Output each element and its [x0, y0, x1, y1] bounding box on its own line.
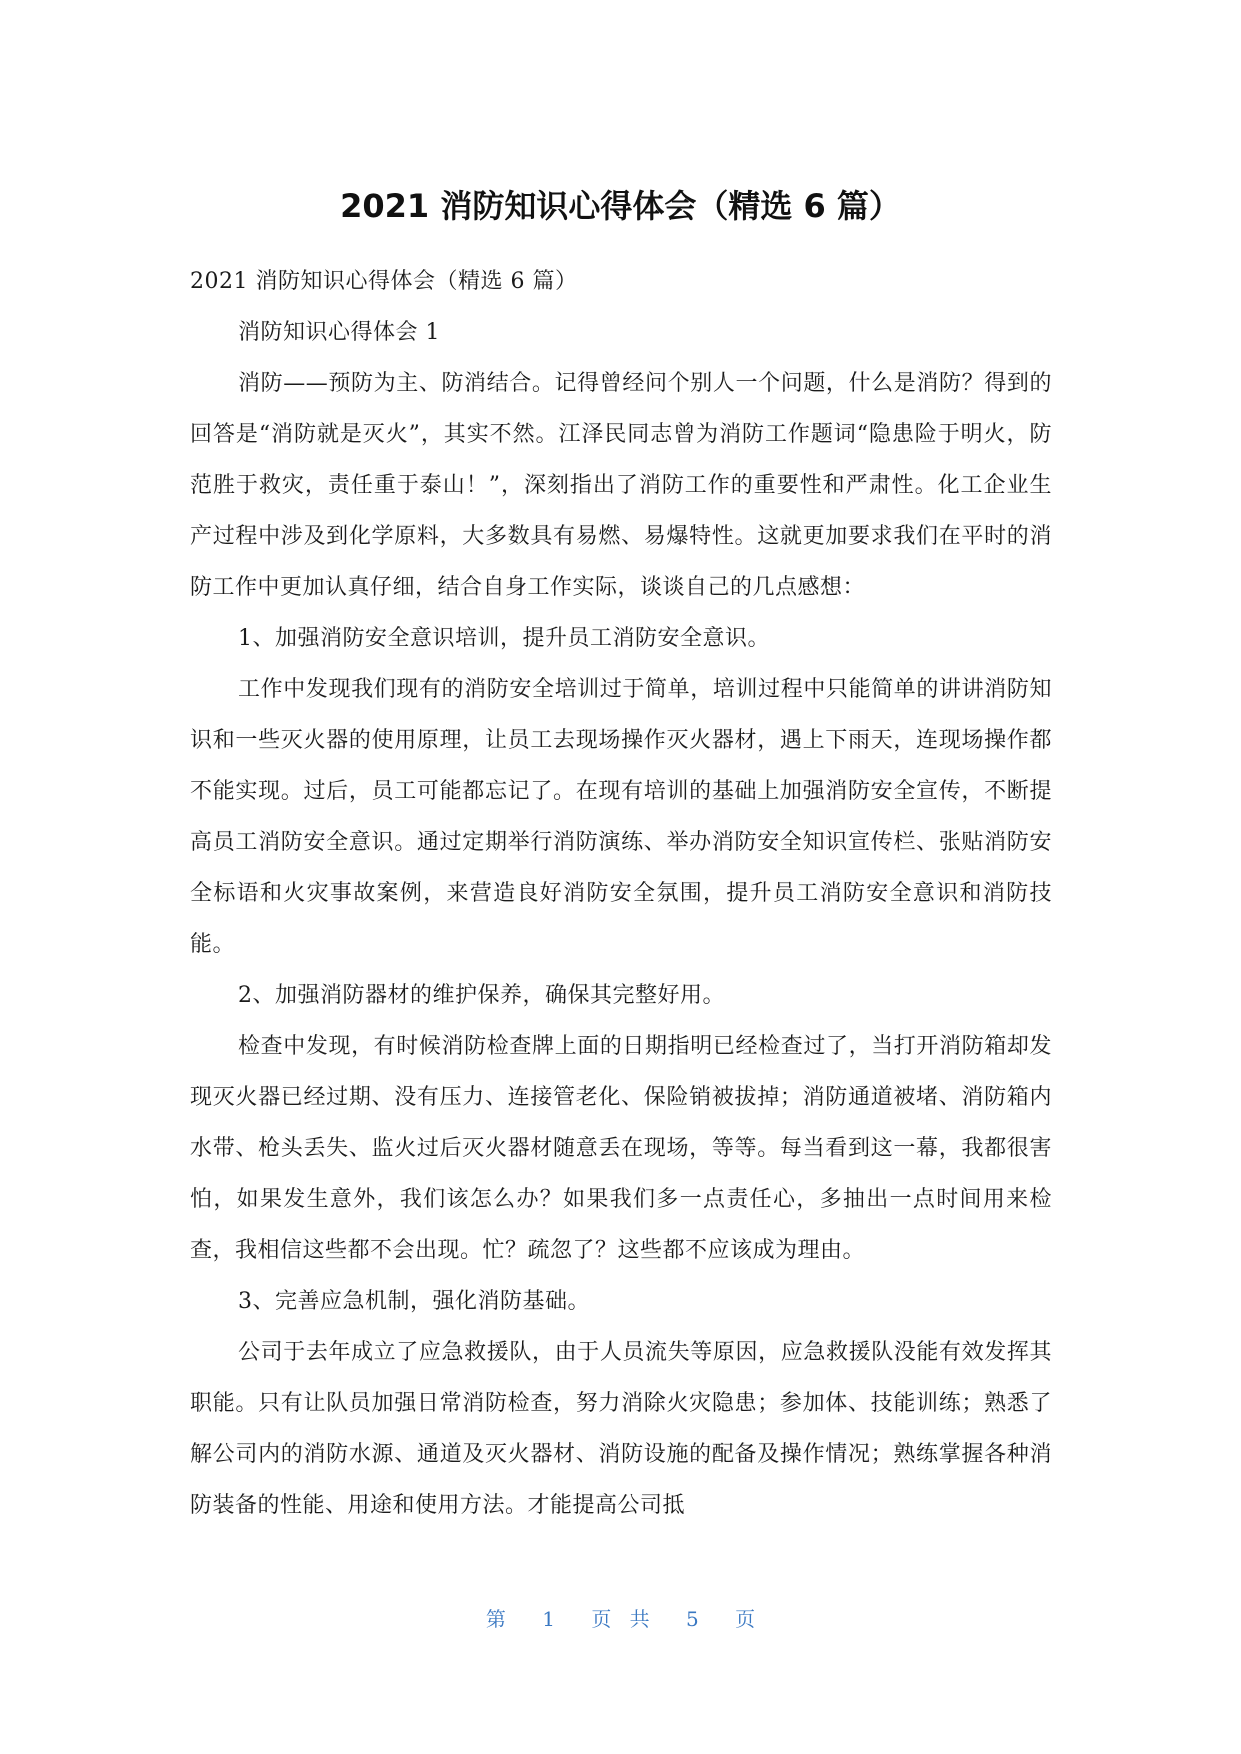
page-footer: [0, 1604, 1241, 1634]
point-2-heading: 2、加强消防器材的维护保养，确保其完整好用。: [238, 983, 725, 1008]
document-subtitle: 2021 消防知识心得体会（精选 6 篇）: [190, 269, 578, 294]
document-body: [190, 256, 1052, 1531]
point-2-body: 检查中发现，有时候消防检查牌上面的日期指明已经检查过了，当打开消防箱却发现灭火器已经过期、没有压力、连接管老化、保险销被拔掉；消防通道被堵、消防箱内水带、枪头丢失、监火过后灭火器材随意丢在现场，等等。每当看到这一幕，我都很害怕，如果发生意外，我们该怎么办？如果我们多一点责任心，多抽出一点时间用来检查，我相信这些都不会出现。忙？疏忽了？这些都不应该成为理由。: [190, 1034, 1052, 1263]
footer-label-page: 第: [485, 1607, 506, 1631]
footer-total-pages: 5: [686, 1607, 699, 1631]
point-1-body: 工作中发现我们现有的消防安全培训过于简单，培训过程中只能简单的讲讲消防知识和一些灭火器的使用原理，让员工去现场操作灭火器材，遇上下雨天，连现场操作都不能实现。过后，员工可能都忘记了。在现有培训的基础上加强消防安全宣传，不断提高员工消防安全意识。通过定期举行消防演练、举办消防安全知识宣传栏、张贴消防安全标语和火灾事故案例，来营造良好消防安全氛围，提升员工消防安全意识和消防技能。: [190, 677, 1052, 957]
point-1-heading: 1、加强消防安全意识培训，提升员工消防安全意识。: [238, 626, 770, 651]
paragraph-intro: 消防——预防为主、防消结合。记得曾经问个别人一个问题，什么是消防？得到的回答是“消防就是灭火”，其实不然。江泽民同志曾为消防工作题词“隐患险于明火，防范胜于救灾，责任重于泰山！”，深刻指出了消防工作的重要性和严肃性。化工企业生产过程中涉及到化学原料，大多数具有易燃、易爆特性。这就更加要求我们在平时的消防工作中更加认真仔细，结合自身工作实际，谈谈自己的几点感想：: [190, 371, 1052, 600]
document-title: 2021 消防知识心得体会（精选 6 篇）: [340, 187, 901, 225]
point-3-heading: 3、完善应急机制，强化消防基础。: [238, 1289, 590, 1314]
footer-current-page: 1: [542, 1607, 555, 1631]
footer-label-pages: 页: [735, 1607, 756, 1631]
section-heading: 消防知识心得体会 1: [238, 320, 440, 345]
point-3-body: 公司于去年成立了应急救援队，由于人员流失等原因，应急救援队没能有效发挥其职能。只有让队员加强日常消防检查，努力消除火灾隐患；参加体、技能训练；熟悉了解公司内的消防水源、通道及灭火器材、消防设施的配备及操作情况；熟练掌握各种消防装备的性能、用途和使用方法。才能提高公司抵: [190, 1340, 1052, 1518]
footer-label-page-of: 页 共: [591, 1607, 650, 1631]
